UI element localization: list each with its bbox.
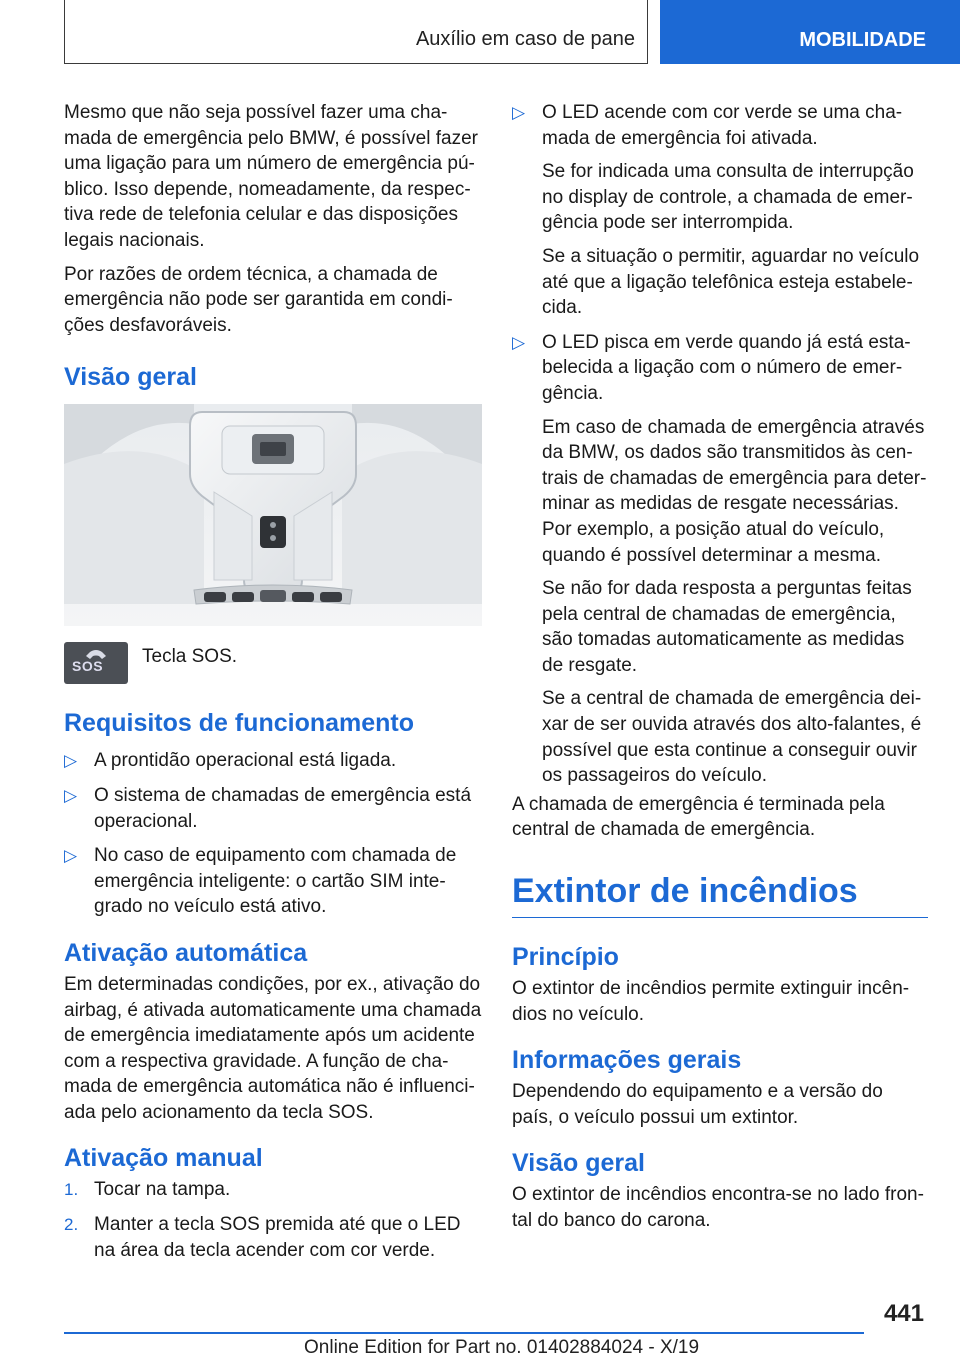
step-number: 2.	[64, 1215, 79, 1235]
heading-requirements: Requisitos de funcionamento	[64, 709, 415, 738]
auto-activation-text: Em determinadas condições, por ex., ativação do airbag, é ativada automaticamente uma chamada de emergência imediatamente após um acidente com a respectiva gravidade. A função de chamada de emergência automática não é influenciada pelo acionamento da tecla SOS.	[64, 973, 482, 1123]
led-status-list	[512, 100, 928, 789]
intro-paragraph-2: Por razões de ordem técnica, a chamada de emergência não pode ser garantida em condições desfavoráveis.	[64, 263, 453, 336]
list-item: ▷ O sistema de chamadas de emergência está operacional.	[64, 784, 472, 832]
list-item: ▷ A prontidão operacional está ligada.	[64, 748, 482, 774]
requirements-list	[64, 748, 482, 920]
general-info-text: Dependendo do equipamento e a versão do país, o veículo possui um extintor.	[512, 1081, 883, 1128]
heading-general-info: Informações gerais	[512, 1046, 742, 1075]
triangle-right-outline-icon: ▷	[64, 785, 78, 805]
list-item: ▷ No caso de equipamento com chamada de emergência inteligente: o cartão SIM integrado no veículo está ativo.	[64, 845, 457, 918]
end-call-text: A chamada de emergência é terminada pela central de chamada de emergência.	[512, 793, 885, 841]
sos-button-icon	[64, 642, 128, 684]
page-number: 441	[883, 1300, 924, 1327]
edition-footer: Online Edition for Part no. 01402884024 - X/19	[304, 1337, 700, 1358]
triangle-right-outline-icon: ▷	[512, 103, 526, 122]
right-column	[512, 100, 928, 1242]
roof-console-figure	[64, 404, 482, 626]
heading-overview-2: Visão geral	[512, 1149, 645, 1178]
header-section-tab	[660, 0, 960, 64]
step-number: 1.	[64, 1180, 79, 1200]
footer-divider	[64, 1332, 864, 1334]
figure-legend	[64, 642, 482, 684]
section-title: MOBILIDADE	[799, 29, 926, 51]
heading-auto-activation: Ativação automática	[64, 938, 308, 967]
principle-text: O extintor de incêndios permite extinguir incêndios no veículo.	[512, 978, 910, 1025]
heading-fire-extinguisher: Extintor de incêndios	[512, 869, 928, 918]
heading-overview: Visão geral	[64, 363, 197, 392]
sos-icon-label: SOS	[72, 657, 104, 674]
triangle-right-outline-icon: ▷	[64, 751, 78, 771]
triangle-right-outline-icon: ▷	[64, 846, 78, 866]
triangle-right-outline-icon: ▷	[512, 332, 526, 352]
roof-console-illustration	[64, 404, 482, 626]
chapter-title: Auxílio em caso de pane	[415, 28, 635, 50]
list-item: ▷ O LED acende com cor verde se uma chamada de emergência foi ativada. Se for indicada uma consulta de interrupção no display de controle, a chamada de emergência pode ser interrompida. Se a situação o permitir, aguardar no veículo até que a ligação telefônica esteja estabelecida.	[512, 102, 920, 319]
list-item: ▷ O LED pisca em verde quando já está estabelecida a ligação com o número de emergência. Em caso de chamada de emergência através da BMW, os dados são transmitidos às centrais de chamadas de emergência para determinar as medidas de resgate necessárias. Por exemplo, a posição atual do veículo, quando é possível determinar a mesma. Se não for dada resposta a perguntas feitas pela central de chamadas de emergência, são tomadas automaticamente as medidas de resgate. Se a central de chamada de emergência deixar de ser ouvida através dos alto-falantes, é possível que esta continue a conseguir ouvir os passageiros do veículo.	[512, 331, 927, 787]
manual-steps-list	[64, 1177, 482, 1263]
overview-2-text: O extintor de incêndios encontra-se no lado frontal do banco do carona.	[512, 1184, 924, 1231]
legend-label: Tecla SOS.	[142, 646, 238, 668]
header-left-box	[64, 0, 648, 64]
list-item: 2. Manter a tecla SOS premida até que o LED na área da tecla acender com cor verde.	[64, 1214, 461, 1261]
list-item: 1. Tocar na tampa.	[64, 1177, 482, 1203]
left-column	[64, 100, 482, 1272]
heading-manual-activation: Ativação manual	[64, 1144, 263, 1173]
heading-principle: Princípio	[512, 943, 619, 972]
intro-paragraph-1: Mesmo que não seja possível fazer uma chamada de emergência pelo BMW, é possível fazer uma ligação para um número de emergência público. Isso depende, nomeadamente, da respectiva rede de telefonia celular e das disposições legais nacionais.	[64, 102, 478, 251]
